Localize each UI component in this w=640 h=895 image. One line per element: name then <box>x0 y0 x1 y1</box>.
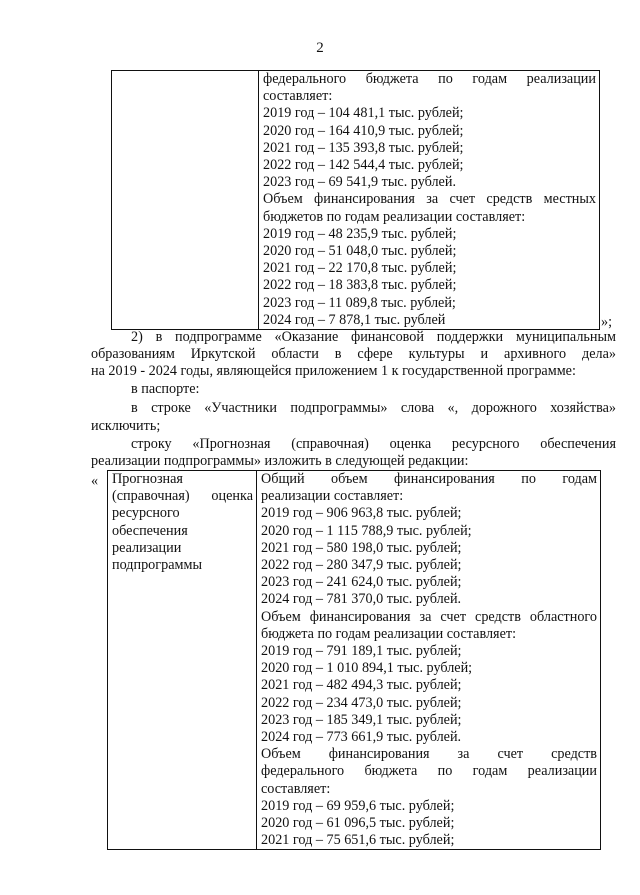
paragraph-2-line-2: образованиям Иркутской области в сфере культуры и архивного дела» <box>91 346 616 362</box>
paragraph-forecast-line-1: строку «Прогнозная (справочная) оценка ресурсного обеспечения <box>131 436 616 452</box>
table1-line: 2019 год – 48 235,9 тыс. рублей; <box>263 225 457 242</box>
table2-line: 2024 год – 781 370,0 тыс. рублей. <box>261 591 462 608</box>
page-number: 2 <box>316 40 324 56</box>
table2-label-line: реализации <box>112 539 182 556</box>
table1-line: 2020 год – 164 410,9 тыс. рублей; <box>263 122 464 139</box>
table2-line: 2019 год – 791 189,1 тыс. рублей; <box>261 643 462 660</box>
table2-label-line: (справочная) оценка <box>112 488 253 505</box>
paragraph-2-line-1: 2) в подпрограмме «Оказание финансовой поддержки муниципальным <box>131 329 616 345</box>
opening-quote: « <box>91 473 99 489</box>
paragraph-forecast-line-2: реализации подпрограммы» изложить в следующей редакции: <box>91 453 469 469</box>
table2-label-line: ресурсного <box>112 505 180 522</box>
table1-line: 2022 год – 142 544,4 тыс. рублей; <box>263 157 464 174</box>
table2-line: 2023 год – 241 624,0 тыс. рублей; <box>261 574 462 591</box>
table1-line: бюджетов по годам реализации составляет: <box>263 208 526 225</box>
table2-line: 2022 год – 280 347,9 тыс. рублей; <box>261 557 462 574</box>
table1-left-cell <box>112 71 259 330</box>
table2-line: 2021 год – 75 651,6 тыс. рублей; <box>261 832 455 849</box>
table2-line: Объем финансирования за счет средств областного <box>261 608 597 625</box>
forecast-funding-table <box>107 470 601 850</box>
table2-line: реализации составляет: <box>261 488 404 505</box>
table2-line: 2019 год – 906 963,8 тыс. рублей; <box>261 505 462 522</box>
table2-line: составляет: <box>261 780 331 797</box>
table1-line: 2021 год – 22 170,8 тыс. рублей; <box>263 260 457 277</box>
table2-right-cell <box>257 471 601 850</box>
table1-line: 2022 год – 18 383,8 тыс. рублей; <box>263 277 457 294</box>
table1-line: 2023 год – 69 541,9 тыс. рублей. <box>263 174 456 191</box>
table2-line: бюджета по годам реализации составляет: <box>261 625 517 642</box>
table1-line: 2023 год – 11 089,8 тыс. рублей; <box>263 294 456 311</box>
table2-line: 2020 год – 61 096,5 тыс. рублей; <box>261 815 455 832</box>
table1-line: 2024 год – 7 878,1 тыс. рублей <box>263 311 446 328</box>
table2-line: 2022 год – 234 473,0 тыс. рублей; <box>261 694 462 711</box>
funding-table-continued <box>111 70 600 330</box>
table1-line: 2020 год – 51 048,0 тыс. рублей; <box>263 243 457 260</box>
paragraph-2-line-3: на 2019 - 2024 годы, являющейся приложением 1 к государственной программе: <box>91 363 576 379</box>
table2-line: 2020 год – 1 010 894,1 тыс. рублей; <box>261 660 473 677</box>
table1-line: 2019 год – 104 481,1 тыс. рублей; <box>263 105 464 122</box>
table2-line: 2021 год – 580 198,0 тыс. рублей; <box>261 539 462 556</box>
table2-label-line: подпрограммы <box>112 557 202 574</box>
table2-line: 2023 год – 185 349,1 тыс. рублей; <box>261 711 462 728</box>
table2-line: 2019 год – 69 959,6 тыс. рублей; <box>261 797 455 814</box>
table2-left-cell <box>108 471 257 850</box>
table2-label-line: Прогнозная <box>112 471 183 487</box>
closing-quote: »; <box>601 314 613 330</box>
table1-line: 2021 год – 135 393,8 тыс. рублей; <box>263 139 464 156</box>
table2-line: Объем финансирования за счет средств <box>261 746 597 763</box>
paragraph-participants-line-1: в строке «Участники подпрограммы» слова «, дорожного хозяйства» <box>131 400 616 416</box>
table1-right-cell <box>259 71 600 330</box>
table2-line: 2024 год – 773 661,9 тыс. рублей. <box>261 729 462 746</box>
table1-line: Объем финансирования за счет средств местных <box>263 191 596 208</box>
table2-label-line: обеспечения <box>112 522 188 539</box>
table2-line: 2021 год – 482 494,3 тыс. рублей; <box>261 677 462 694</box>
paragraph-participants-line-2: исключить; <box>91 418 161 434</box>
table1-line: составляет: <box>263 88 333 105</box>
table2-line: федерального бюджета по годам реализации <box>261 763 597 780</box>
paragraph-passport: в паспорте: <box>131 381 200 397</box>
table2-line: 2020 год – 1 115 788,9 тыс. рублей; <box>261 522 472 539</box>
table1-line: федерального бюджета по годам реализации <box>263 71 596 87</box>
table2-line: Общий объем финансирования по годам <box>261 471 597 487</box>
